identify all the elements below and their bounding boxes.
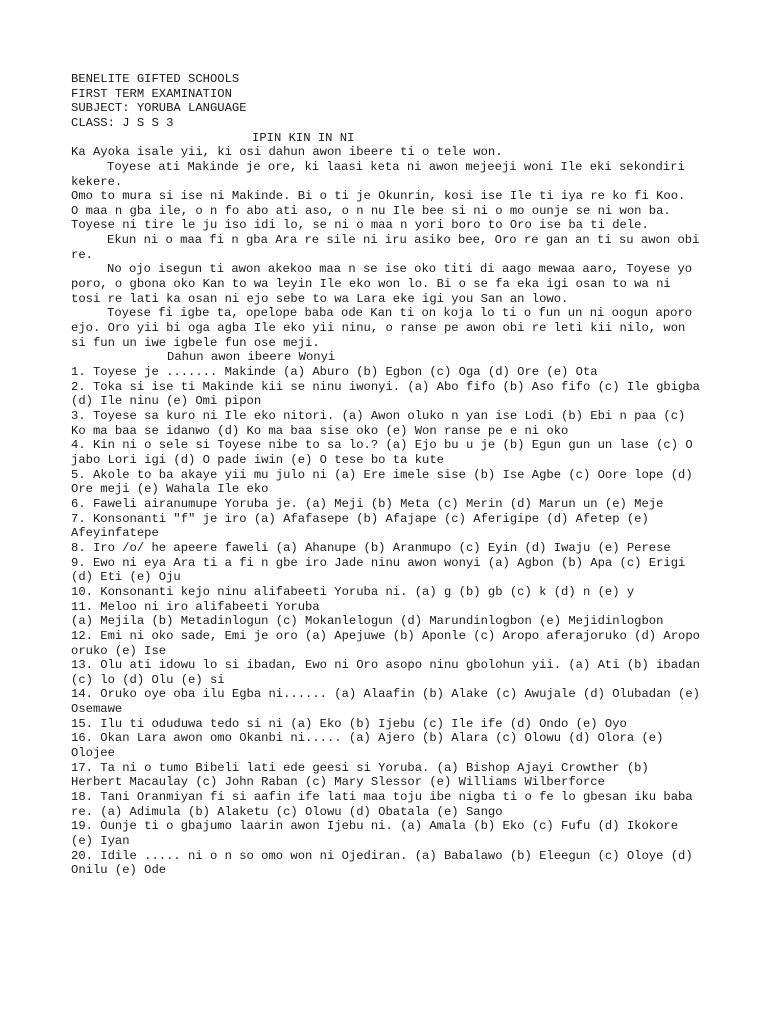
question-item: 11. Meloo ni iro alifabeeti Yoruba [71, 599, 320, 614]
question-item: 14. Oruko oye oba ilu Egba ni...... (a) Alaafin (b) Alake (c) Awujale (d) Olubadan (e) Osemawe [71, 687, 700, 717]
subject-line: SUBJECT: YORUBA LANGUAGE [71, 101, 247, 116]
class-line: CLASS: J S S 3 [71, 115, 174, 130]
question-item: 13. Olu ati idowu lo si ibadan, Ewo ni Oro asopo ninu gbolohun yii. (a) Ati (b) ibadan (c) lo (d) Olu (e) si [71, 658, 700, 687]
passage-paragraph: Toyese fi igbe ta, opelope baba ode Kan ti on koja lo ti o fun un ni oogun aporo ejo. Oro yii bi oga agba Ile eko yii ninu, o ranse pe awon obi re leti kii nilo, won si fun un iwe igbele fun ose meji. [71, 306, 693, 350]
question-item: 15. Ilu ti oduduwa tedo si ni (a) Eko (b) Ijebu (c) Ile ife (d) Ondo (e) Oyo [71, 716, 627, 731]
question-item: 10. Konsonanti kejo ninu alifabeeti Yoruba ni. (a) g (b) gb (c) k (d) n (e) y [71, 584, 635, 599]
question-item: 8. Iro /o/ he apeere faweli (a) Ahanupe (b) Aranmupo (c) Eyin (d) Iwaju (e) Perese [71, 540, 671, 555]
passage-paragraph: Ekun ni o maa fi n gba Ara re sile ni iru asiko bee, Oro re gan an ti su awon obi re. [71, 233, 700, 262]
question-item: 5. Akole to ba akaye yii mu julo ni (a) Ere imele sise (b) Ise Agbe (c) Oore lope (d) Ore meji (e) Wahala Ile eko [71, 467, 693, 497]
passage-paragraph: Toyese ati Makinde je ore, ki laasi keta ni awon mejeeji woni Ile eki sekondiri kekere. [71, 159, 685, 189]
passage-paragraph: Omo to mura si ise ni Makinde. Bi o ti je Okunrin, kosi ise Ile ti iya re ko fi Koo. [71, 189, 686, 204]
exam-document [71, 72, 703, 878]
questions-heading: Dahun awon ibeere Wonyi [167, 350, 336, 365]
passage-paragraph: No ojo isegun ti awon akekoo maa n se ise oko titi di aago mewaa aaro, Toyese yo poro, o gbona oko Kan to wa leyin Ile eko won lo. Bi o se fa eka igi osan to wa ni tosi re lati ka osan ni ejo sebe to wa Lara eke igi you San an lowo. [71, 262, 693, 306]
passage-title: IPIN KIN IN NI [252, 130, 355, 145]
question-item: 17. Ta ni o tumo Bibeli lati ede geesi si Yoruba. (a) Bishop Ajayi Crowther (b) Herbert Macaulay (c) John Raban (c) Mary Slessor (e) Williams Wilberforce [71, 760, 649, 790]
question-item: 19. Ounje ti o gbajumo laarin awon Ijebu ni. (a) Amala (b) Eko (c) Fufu (d) Ikokore (e) Iyan [71, 819, 679, 849]
question-options: (a) Mejila (b) Metadinlogun (c) Mokanlelogun (d) Marundinlogbon (e) Mejidinlogbon [71, 614, 664, 629]
question-item: 9. Ewo ni eya Ara ti a fi n gbe iro Jade ninu awon wonyi (a) Agbon (b) Apa (c) Erigi (d) Eti (e) Oju [71, 555, 686, 585]
question-item: 7. Konsonanti "f" je iro (a) Afafasepe (b) Afajape (c) Aferigipe (d) Afetep (e) Afeyinfatepe [71, 511, 649, 541]
question-item: 6. Faweli airanumupe Yoruba je. (a) Meji (b) Meta (c) Merin (d) Marun un (e) Meje [71, 496, 664, 511]
question-item: 16. Okan Lara awon omo Okanbi ni..... (a) Ajero (b) Alara (c) Olowu (d) Olora (e) Olojee [71, 731, 664, 761]
question-item: 18. Tani Oranmiyan fi si aafin ife lati maa toju ibe nigba ti o fe lo gbesan iku baba re. (a) Adimula (b) Alaketu (c) Olowu (d) Obatala (e) Sango [71, 790, 693, 819]
question-item: 4. Kin ni o sele si Toyese nibe to sa lo.? (a) Ejo bu u je (b) Egun gun un lase (c) O jabo Lori igi (d) O pade iwin (e) O tese bo ta kute [71, 438, 693, 467]
question-item: 3. Toyese sa kuro ni Ile eko nitori. (a) Awon oluko n yan ise Lodi (b) Ebi n paa (c) Ko ma baa se idanwo (d) Ko ma baa sise oko (e) Won ranse pe e ni oko [71, 409, 686, 438]
question-item: 1. Toyese je ....... Makinde (a) Aburo (b) Egbon (c) Oga (d) Ore (e) Ota [71, 365, 598, 380]
question-item: 2. Toka si ise ti Makinde kii se ninu iwonyi. (a) Abo fifo (b) Aso fifo (c) Ile gbigba (d) Ile ninu (e) Omi pipon [71, 379, 700, 409]
school-name: BENELITE GIFTED SCHOOLS [71, 72, 240, 86]
passage-instruction: Ka Ayoka isale yii, ki osi dahun awon ibeere ti o tele won. [71, 145, 503, 160]
question-item: 12. Emi ni oko sade, Emi je oro (a) Apejuwe (b) Aponle (c) Aropo aferajoruko (d) Aropo oruko (e) Ise [71, 628, 700, 658]
question-item: 20. Idile ..... ni o n so omo won ni Ojediran. (a) Babalawo (b) Eleegun (c) Oloye (d) Onilu (e) Ode [71, 848, 693, 878]
exam-title: FIRST TERM EXAMINATION [71, 86, 232, 101]
passage-paragraph: O maa n gba ile, o n fo abo ati aso, o n nu Ile bee si ni o mo ounje se ni won ba. Toyese ni tire le ju iso idi lo, se ni o maa n yori boro to Oro ise ba ti dele. [71, 203, 671, 233]
